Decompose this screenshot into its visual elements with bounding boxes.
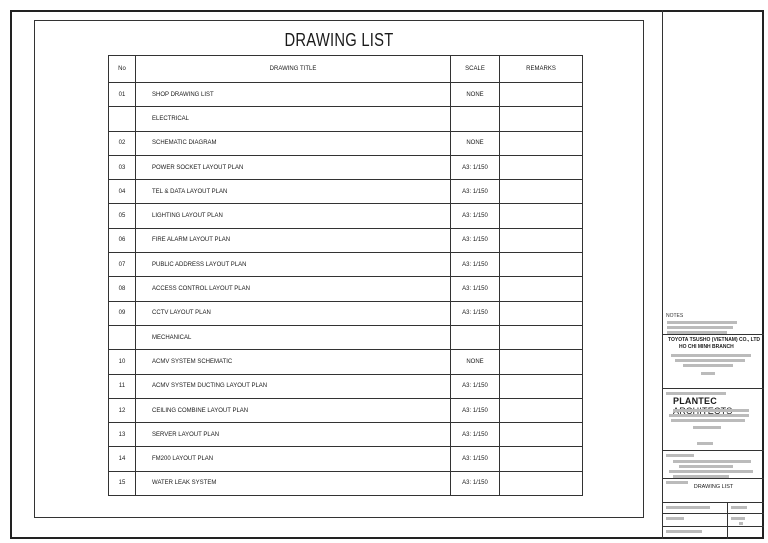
title-block-divider bbox=[663, 513, 764, 514]
row-scale: A3: 1/150 bbox=[451, 398, 500, 422]
drawing-list-table bbox=[108, 55, 583, 496]
row-scale bbox=[451, 325, 500, 349]
row-scale: A3: 1/150 bbox=[451, 155, 500, 179]
row-scale: A3: 1/150 bbox=[451, 253, 500, 277]
row-scale: A3: 1/150 bbox=[451, 374, 500, 398]
project-name-line bbox=[673, 460, 751, 463]
table-row bbox=[109, 107, 583, 131]
row-number: 08 bbox=[109, 277, 136, 301]
client-address-line bbox=[683, 364, 733, 367]
row-drawing-title: WATER LEAK SYSTEM bbox=[136, 471, 451, 495]
notes-text-line bbox=[667, 326, 733, 329]
row-remarks bbox=[500, 398, 583, 422]
row-scale: A3: 1/150 bbox=[451, 423, 500, 447]
client-contact-line bbox=[701, 372, 715, 375]
notes-label: NOTES bbox=[666, 313, 684, 319]
project-name-line bbox=[679, 465, 733, 468]
row-remarks bbox=[500, 131, 583, 155]
row-drawing-title: MECHANICAL bbox=[136, 325, 451, 349]
row-number: 01 bbox=[109, 83, 136, 107]
row-drawing-title: LIGHTING LAYOUT PLAN bbox=[136, 204, 451, 228]
logo-bold-text: PLANTEC bbox=[673, 396, 717, 406]
header-scale: SCALE bbox=[451, 56, 500, 83]
row-drawing-title: PUBLIC ADDRESS LAYOUT PLAN bbox=[136, 253, 451, 277]
row-scale: NONE bbox=[451, 83, 500, 107]
architect-logo bbox=[673, 396, 764, 416]
row-drawing-title: SHOP DRAWING LIST bbox=[136, 83, 451, 107]
row-drawing-title: CCTV LAYOUT PLAN bbox=[136, 301, 451, 325]
row-number bbox=[109, 325, 136, 349]
row-scale: A3: 1/150 bbox=[451, 471, 500, 495]
row-number: 02 bbox=[109, 131, 136, 155]
row-scale: A3: 1/150 bbox=[451, 204, 500, 228]
row-scale: A3: 1/150 bbox=[451, 447, 500, 471]
architect-address-line bbox=[669, 414, 749, 417]
title-block bbox=[662, 10, 764, 539]
row-drawing-title: TEL & DATA LAYOUT PLAN bbox=[136, 180, 451, 204]
table-row bbox=[109, 447, 583, 471]
notes-text-line bbox=[667, 321, 737, 324]
row-remarks bbox=[500, 253, 583, 277]
row-number: 05 bbox=[109, 204, 136, 228]
row-number: 06 bbox=[109, 228, 136, 252]
table-header-row bbox=[109, 56, 583, 83]
row-number: 10 bbox=[109, 350, 136, 374]
row-remarks bbox=[500, 277, 583, 301]
row-number: 07 bbox=[109, 253, 136, 277]
row-scale: A3: 1/150 bbox=[451, 228, 500, 252]
row-remarks bbox=[500, 155, 583, 179]
client-address-line bbox=[671, 354, 751, 357]
row-remarks bbox=[500, 423, 583, 447]
row-scale: A3: 1/150 bbox=[451, 301, 500, 325]
table-row bbox=[109, 423, 583, 447]
drawing-info-line bbox=[666, 517, 684, 520]
table-row bbox=[109, 350, 583, 374]
row-remarks bbox=[500, 204, 583, 228]
row-drawing-title: ELECTRICAL bbox=[136, 107, 451, 131]
row-number: 13 bbox=[109, 423, 136, 447]
table-row bbox=[109, 228, 583, 252]
drawing-info-line bbox=[739, 522, 743, 525]
row-number: 09 bbox=[109, 301, 136, 325]
table-row bbox=[109, 180, 583, 204]
architect-label-line bbox=[666, 392, 726, 395]
row-remarks bbox=[500, 471, 583, 495]
row-drawing-title: SERVER LAYOUT PLAN bbox=[136, 423, 451, 447]
table-row bbox=[109, 325, 583, 349]
row-number: 14 bbox=[109, 447, 136, 471]
project-label-line bbox=[697, 442, 713, 445]
table-row bbox=[109, 277, 583, 301]
header-drawing-title: DRAWING TITLE bbox=[136, 56, 451, 83]
row-remarks bbox=[500, 107, 583, 131]
row-remarks bbox=[500, 374, 583, 398]
table-row bbox=[109, 253, 583, 277]
drawing-info-line bbox=[731, 506, 747, 509]
title-block-divider bbox=[663, 334, 764, 335]
header-no: No bbox=[109, 56, 136, 83]
title-block-divider bbox=[663, 388, 764, 389]
sheet-title: DRAWING LIST bbox=[693, 484, 734, 490]
row-remarks bbox=[500, 447, 583, 471]
table-row bbox=[109, 204, 583, 228]
row-drawing-title: SCHEMATIC DIAGRAM bbox=[136, 131, 451, 155]
drawing-info-line bbox=[731, 517, 745, 520]
row-number: 04 bbox=[109, 180, 136, 204]
header-remarks: REMARKS bbox=[500, 56, 583, 83]
row-remarks bbox=[500, 180, 583, 204]
title-block-divider bbox=[663, 450, 764, 451]
row-scale bbox=[451, 107, 500, 131]
architect-address-line bbox=[673, 409, 749, 412]
table-row bbox=[109, 131, 583, 155]
row-drawing-title: CEILING COMBINE LAYOUT PLAN bbox=[136, 398, 451, 422]
row-number: 11 bbox=[109, 374, 136, 398]
row-drawing-title: POWER SOCKET LAYOUT PLAN bbox=[136, 155, 451, 179]
table-row bbox=[109, 374, 583, 398]
architect-contact-line bbox=[693, 426, 721, 429]
row-drawing-title: ACCESS CONTROL LAYOUT PLAN bbox=[136, 277, 451, 301]
row-scale: A3: 1/150 bbox=[451, 180, 500, 204]
title-block-divider bbox=[663, 526, 764, 527]
title-block-divider bbox=[663, 478, 764, 479]
row-number: 15 bbox=[109, 471, 136, 495]
row-drawing-title: ACMV SYSTEM SCHEMATIC bbox=[136, 350, 451, 374]
architect-address-line bbox=[671, 419, 745, 422]
table-row bbox=[109, 155, 583, 179]
row-number bbox=[109, 107, 136, 131]
row-drawing-title: FM200 LAYOUT PLAN bbox=[136, 447, 451, 471]
row-scale: NONE bbox=[451, 350, 500, 374]
table-row bbox=[109, 471, 583, 495]
row-remarks bbox=[500, 301, 583, 325]
row-drawing-title: FIRE ALARM LAYOUT PLAN bbox=[136, 228, 451, 252]
project-address-line bbox=[669, 470, 753, 473]
row-remarks bbox=[500, 228, 583, 252]
project-name-line bbox=[666, 454, 694, 457]
row-remarks bbox=[500, 83, 583, 107]
row-number: 03 bbox=[109, 155, 136, 179]
drawing-info-line bbox=[666, 530, 702, 533]
client-branch: HO CHI MINH BRANCH bbox=[679, 344, 734, 350]
row-number: 12 bbox=[109, 398, 136, 422]
client-name: TOYOTA TSUSHO (VIETNAM) CO., LTD bbox=[668, 337, 761, 343]
table-row bbox=[109, 83, 583, 107]
row-remarks bbox=[500, 350, 583, 374]
row-scale: A3: 1/150 bbox=[451, 277, 500, 301]
client-address-line bbox=[675, 359, 745, 362]
title-block-column-divider bbox=[727, 502, 728, 539]
row-remarks bbox=[500, 325, 583, 349]
table-row bbox=[109, 398, 583, 422]
drawing-info-line bbox=[666, 506, 710, 509]
table-row bbox=[109, 301, 583, 325]
row-drawing-title: ACMV SYSTEM DUCTING LAYOUT PLAN bbox=[136, 374, 451, 398]
row-scale: NONE bbox=[451, 131, 500, 155]
page-title: DRAWING LIST bbox=[284, 30, 394, 50]
title-block-divider bbox=[663, 502, 764, 503]
